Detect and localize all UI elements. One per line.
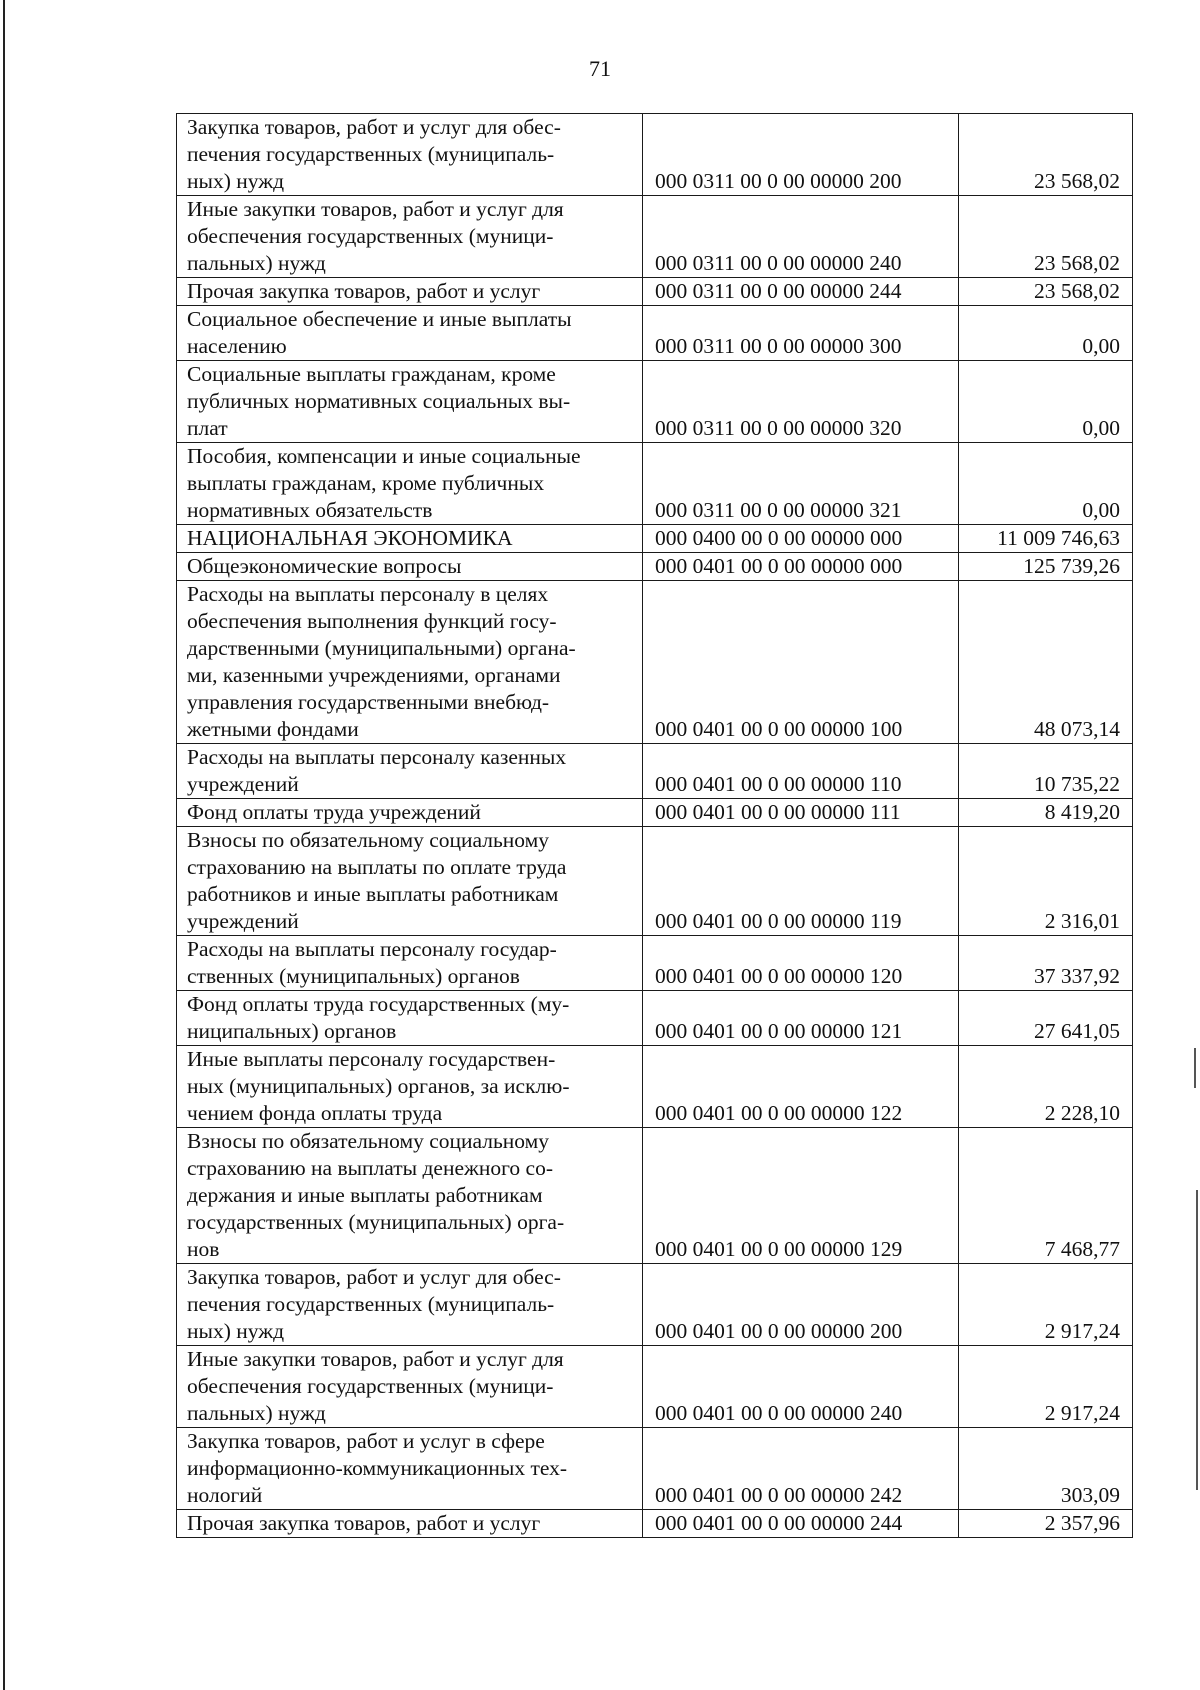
budget-code-cell: 000 0401 00 0 00 00000 119 bbox=[643, 827, 959, 936]
amount-cell: 0,00 bbox=[959, 443, 1133, 525]
table-row bbox=[177, 525, 1133, 553]
expense-name-cell: Закупка товаров, работ и услуг для обес- печения государственных (муниципаль- ных) нужд bbox=[177, 1264, 643, 1346]
amount-cell: 0,00 bbox=[959, 361, 1133, 443]
amount-cell: 2 917,24 bbox=[959, 1264, 1133, 1346]
budget-code-cell: 000 0401 00 0 00 00000 100 bbox=[643, 581, 959, 744]
table-row bbox=[177, 443, 1133, 525]
amount-cell: 2 357,96 bbox=[959, 1510, 1133, 1538]
amount-cell: 11 009 746,63 bbox=[959, 525, 1133, 553]
table-row bbox=[177, 306, 1133, 361]
scan-left-edge bbox=[3, 0, 5, 1690]
amount-cell: 2 316,01 bbox=[959, 827, 1133, 936]
amount-cell: 27 641,05 bbox=[959, 991, 1133, 1046]
table-row bbox=[177, 1264, 1133, 1346]
expense-name-cell: Иные выплаты персоналу государствен- ных (муниципальных) органов, за исклю- чением фонда оплаты труда bbox=[177, 1046, 643, 1128]
expense-name-cell: Фонд оплаты труда учреждений bbox=[177, 799, 643, 827]
expense-name-cell: Закупка товаров, работ и услуг для обес- печения государственных (муниципаль- ных) нужд bbox=[177, 114, 643, 196]
expense-name-cell: Иные закупки товаров, работ и услуг для обеспечения государственных (муници- пальных) нужд bbox=[177, 196, 643, 278]
budget-code-cell: 000 0401 00 0 00 00000 111 bbox=[643, 799, 959, 827]
table-row bbox=[177, 361, 1133, 443]
amount-cell: 10 735,22 bbox=[959, 744, 1133, 799]
budget-code-cell: 000 0401 00 0 00 00000 242 bbox=[643, 1428, 959, 1510]
amount-cell: 7 468,77 bbox=[959, 1128, 1133, 1264]
scan-artifact-mark bbox=[1196, 1190, 1198, 1490]
expense-name-cell: Социальные выплаты гражданам, кроме публичных нормативных социальных вы- плат bbox=[177, 361, 643, 443]
amount-cell: 2 228,10 bbox=[959, 1046, 1133, 1128]
amount-cell: 8 419,20 bbox=[959, 799, 1133, 827]
table-row bbox=[177, 744, 1133, 799]
table-row bbox=[177, 278, 1133, 306]
table-row bbox=[177, 1510, 1133, 1538]
budget-code-cell: 000 0311 00 0 00 00000 320 bbox=[643, 361, 959, 443]
amount-cell: 125 739,26 bbox=[959, 553, 1133, 581]
budget-code-cell: 000 0311 00 0 00 00000 200 bbox=[643, 114, 959, 196]
amount-cell: 48 073,14 bbox=[959, 581, 1133, 744]
table-row bbox=[177, 799, 1133, 827]
amount-cell: 23 568,02 bbox=[959, 278, 1133, 306]
table-row bbox=[177, 553, 1133, 581]
amount-cell: 23 568,02 bbox=[959, 114, 1133, 196]
table-row bbox=[177, 936, 1133, 991]
table-row bbox=[177, 1346, 1133, 1428]
expense-name-cell: Расходы на выплаты персоналу казенных учреждений bbox=[177, 744, 643, 799]
amount-cell: 0,00 bbox=[959, 306, 1133, 361]
budget-code-cell: 000 0401 00 0 00 00000 200 bbox=[643, 1264, 959, 1346]
table-row bbox=[177, 991, 1133, 1046]
budget-code-cell: 000 0400 00 0 00 00000 000 bbox=[643, 525, 959, 553]
budget-table bbox=[176, 113, 1133, 1538]
amount-cell: 303,09 bbox=[959, 1428, 1133, 1510]
budget-code-cell: 000 0401 00 0 00 00000 110 bbox=[643, 744, 959, 799]
table-row bbox=[177, 1428, 1133, 1510]
table-row bbox=[177, 1128, 1133, 1264]
budget-table-body bbox=[177, 114, 1133, 1538]
scan-artifact-mark bbox=[1194, 1048, 1196, 1088]
expense-name-cell: Расходы на выплаты персоналу государ- ственных (муниципальных) органов bbox=[177, 936, 643, 991]
budget-code-cell: 000 0401 00 0 00 00000 121 bbox=[643, 991, 959, 1046]
expense-name-cell: Взносы по обязательному социальному страхованию на выплаты по оплате труда работников и иные выплаты работникам учреждений bbox=[177, 827, 643, 936]
table-row bbox=[177, 581, 1133, 744]
budget-code-cell: 000 0311 00 0 00 00000 300 bbox=[643, 306, 959, 361]
table-row bbox=[177, 196, 1133, 278]
budget-code-cell: 000 0401 00 0 00 00000 240 bbox=[643, 1346, 959, 1428]
table-row bbox=[177, 1046, 1133, 1128]
amount-cell: 2 917,24 bbox=[959, 1346, 1133, 1428]
budget-code-cell: 000 0401 00 0 00 00000 129 bbox=[643, 1128, 959, 1264]
table-row bbox=[177, 114, 1133, 196]
budget-code-cell: 000 0401 00 0 00 00000 000 bbox=[643, 553, 959, 581]
expense-name-cell: Пособия, компенсации и иные социальные выплаты гражданам, кроме публичных нормативных обязательств bbox=[177, 443, 643, 525]
expense-name-cell: Прочая закупка товаров, работ и услуг bbox=[177, 1510, 643, 1538]
page-number: 71 bbox=[589, 56, 611, 81]
expense-name-cell: Закупка товаров, работ и услуг в сфере информационно-коммуникационных тех- нологий bbox=[177, 1428, 643, 1510]
expense-name-cell: Фонд оплаты труда государственных (му- ниципальных) органов bbox=[177, 991, 643, 1046]
amount-cell: 37 337,92 bbox=[959, 936, 1133, 991]
budget-code-cell: 000 0311 00 0 00 00000 240 bbox=[643, 196, 959, 278]
expense-name-cell: НАЦИОНАЛЬНАЯ ЭКОНОМИКА bbox=[177, 525, 643, 553]
expense-name-cell: Взносы по обязательному социальному страхованию на выплаты денежного со- держания и иные выплаты работникам государственных (муниципальных) орга- нов bbox=[177, 1128, 643, 1264]
budget-code-cell: 000 0401 00 0 00 00000 122 bbox=[643, 1046, 959, 1128]
expense-name-cell: Прочая закупка товаров, работ и услуг bbox=[177, 278, 643, 306]
expense-name-cell: Расходы на выплаты персоналу в целях обеспечения выполнения функций госу- дарственными (муниципальными) органа- ми, казенными учреждениями, органами управления государственными внебюд- жетными фондами bbox=[177, 581, 643, 744]
budget-code-cell: 000 0401 00 0 00 00000 244 bbox=[643, 1510, 959, 1538]
amount-cell: 23 568,02 bbox=[959, 196, 1133, 278]
expense-name-cell: Общеэкономические вопросы bbox=[177, 553, 643, 581]
budget-code-cell: 000 0401 00 0 00 00000 120 bbox=[643, 936, 959, 991]
budget-code-cell: 000 0311 00 0 00 00000 244 bbox=[643, 278, 959, 306]
expense-name-cell: Социальное обеспечение и иные выплаты населению bbox=[177, 306, 643, 361]
table-row bbox=[177, 827, 1133, 936]
expense-name-cell: Иные закупки товаров, работ и услуг для обеспечения государственных (муници- пальных) нужд bbox=[177, 1346, 643, 1428]
budget-code-cell: 000 0311 00 0 00 00000 321 bbox=[643, 443, 959, 525]
